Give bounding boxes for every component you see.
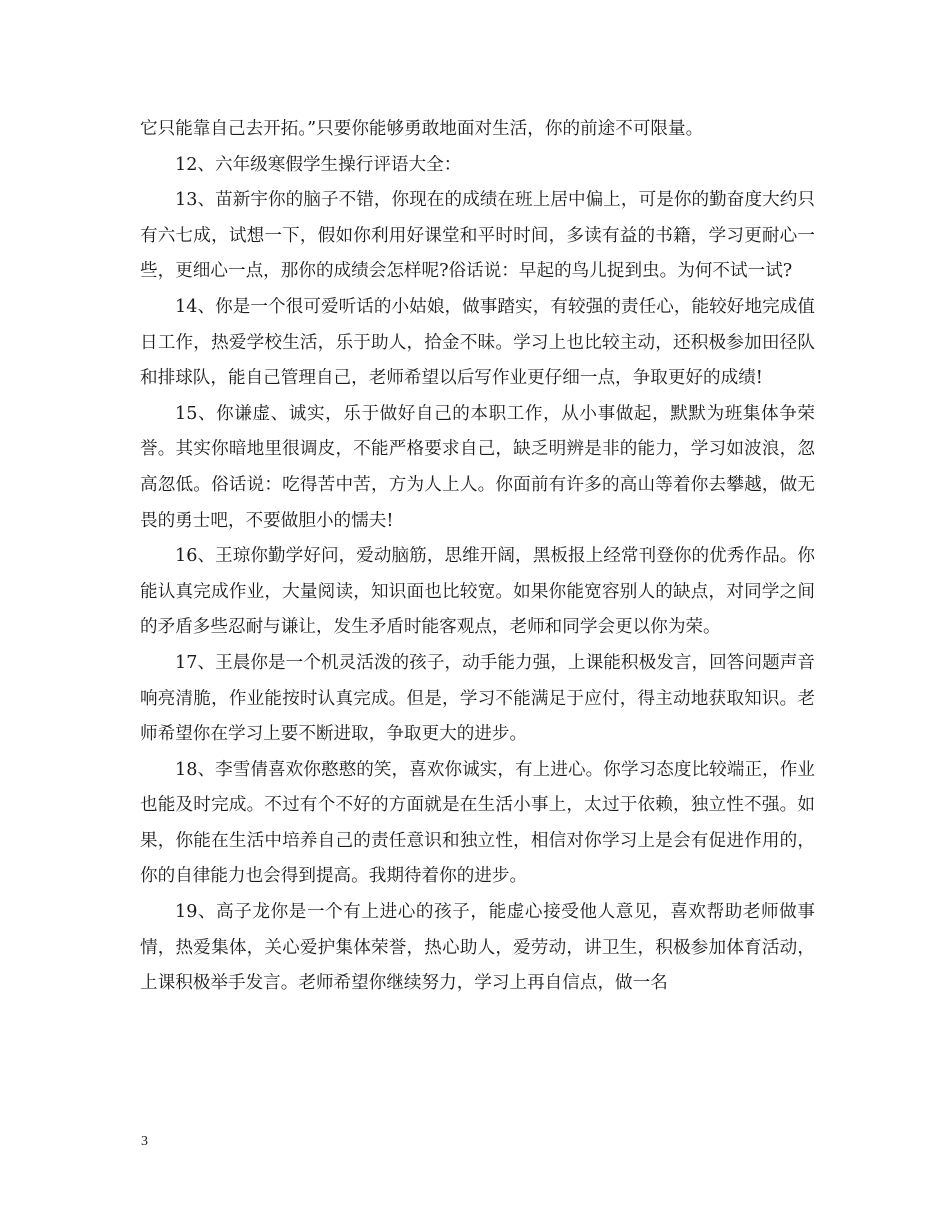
paragraph-heading-12: 12、六年级寒假学生操行评语大全： [175, 154, 462, 175]
paragraph-18: 18、李雪倩喜欢你憨憨的笑，喜欢你诚实，有上进心。你学习态度比较端正，作业也能及时完成。不过有个不好的方面就是在生活小事上，太过于依赖，独立性不强。如果，你能在生活中培养自己的责任意识和独立性，相信对你学习上是会有促进作用的，你的自律能力也会得到提高。我期待着你的进步。 [140, 759, 815, 887]
paragraph-14: 14、你是一个很可爱听话的小姑娘，做事踏实，有较强的责任心，能较好地完成值日工作，热爱学校生活，乐于助人，拾金不昧。学习上也比较主动，还积极参加田径队和排球队，能自己管理自己，老师希望以后写作业更仔细一点，争取更好的成绩! [140, 296, 815, 389]
paragraph-15: 15、你谦虚、诚实，乐于做好自己的本职工作，从小事做起，默默为班集体争荣誉。其实你暗地里很调皮，不能严格要求自己，缺乏明辨是非的能力，学习如波浪，忽高忽低。俗话说：吃得苦中苦，方为人上人。你面前有许多的高山等着你去攀越，做无畏的勇士吧，不要做胆小的懦夫! [140, 403, 815, 531]
document-body [140, 112, 815, 1002]
page-number: 3 [141, 1134, 148, 1149]
paragraph-13: 13、苗新宇你的脑子不错，你现在的成绩在班上居中偏上，可是你的勤奋度大约只有六七成，试想一下，假如你利用好课堂和平时时间，多读有益的书籍，学习更耐心一些，更细心一点，那你的成绩会怎样呢?俗话说：早起的鸟儿捉到虫。为何不试一试? [140, 190, 815, 282]
paragraph-17: 17、王晨你是一个机灵活泼的孩子，动手能力强，上课能积极发言，回答问题声音响亮清脆，作业能按时认真完成。但是，学习不能满足于应付，得主动地获取知识。老师希望你在学习上要不断进取，争取更大的进步。 [140, 652, 815, 745]
paragraph-19: 19、高子龙你是一个有上进心的孩子，能虚心接受他人意见，喜欢帮助老师做事情，热爱集体，关心爱护集体荣誉，热心助人，爱劳动，讲卫生，积极参加体育活动，上课积极举手发言。老师希望你继续努力，学习上再自信点，做一名 [140, 902, 815, 994]
paragraph-16: 16、王琼你勤学好问，爱动脑筋，思维开阔，黑板报上经常刊登你的优秀作品。你能认真完成作业，大量阅读，知识面也比较宽。如果你能宽容别人的缺点，对同学之间的矛盾多些忍耐与谦让，发生矛盾时能客观点，老师和同学会更以你为荣。 [140, 546, 815, 638]
paragraph-continuation: 它只能靠自己去开拓。”只要你能够勇敢地面对生活，你的前途不可限量。 [140, 119, 704, 139]
